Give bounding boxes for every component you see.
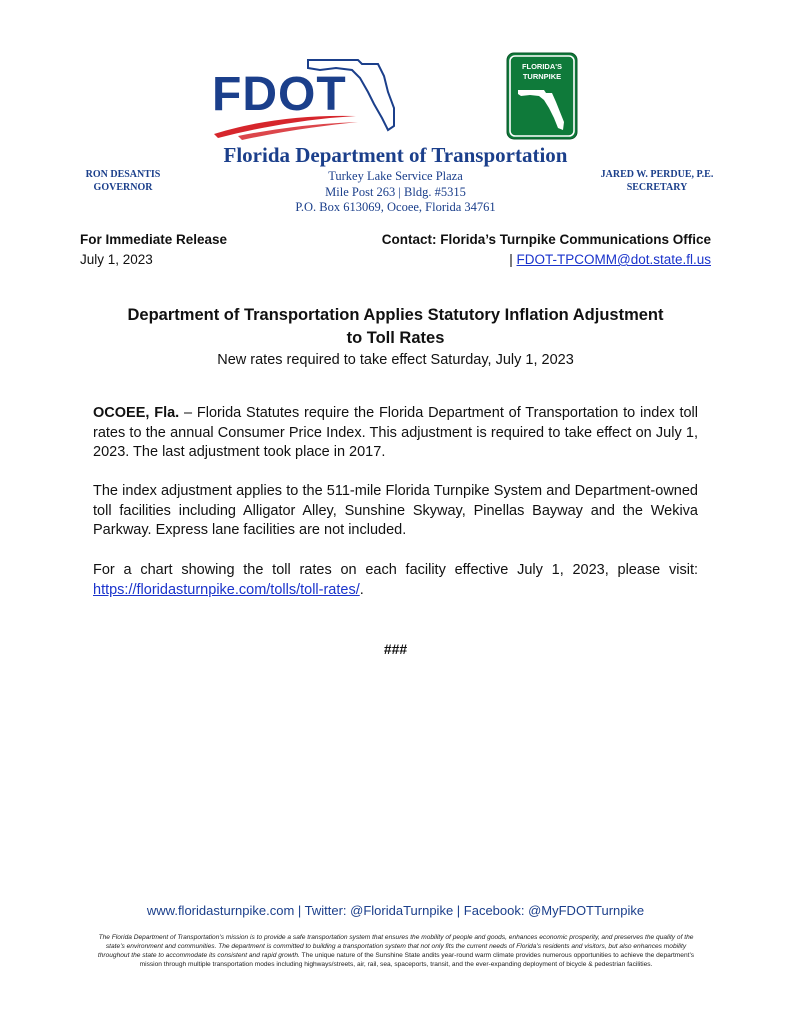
address-line-3: P.O. Box 613069, Ocoee, Florida 34761 [295,200,496,214]
contact-line [382,250,711,270]
fdot-logo [208,52,398,142]
footer-social-links: www.floridasturnpike.com | Twitter: @FloridaTurnpike | Facebook: @MyFDOTTurnpike [146,903,645,918]
release-date: July 1, 2023 [80,252,153,267]
contact-separator: | [509,252,517,267]
agency-name: Florida Department of Transportation [223,143,568,167]
contact-email-link[interactable]: FDOT-TPCOMM@dot.state.fl.us [516,252,711,267]
address-line-1: Turkey Lake Service Plaza [328,169,463,183]
mission-italic: The Florida Department of Transportation’s mission is to provide a safe transportation system that ensures the mobility of people and goods, enhances economic prosperity, and preserves the quality of the state’s environment and communities. The department is committed to building a transportation system that not only fits the current needs of Florida’s residents and visitors, but also enhances mobility throughout the state to accommodate its consistent and rapid growth. [97,934,694,959]
contact-info [382,230,711,270]
contact-label: Contact: Florida’s Turnpike Communications Office [381,232,711,247]
body-paragraph-3 [93,561,698,600]
dateline: OCOEE, Fla. [93,405,180,421]
secretary-block [582,169,732,194]
release-label: For Immediate Release [80,232,228,247]
mission-plain: The unique nature of the Sunshine State andits year-round warm climate provides numerous opportunities to achieve the department’s mission through multiple transportation modes including highways/streets, air, rail, sea, spaceports, transit, and the ever-expanding deployment of bicycle & pedestrian facilities. [139,952,695,968]
paragraph-1-text: – Florida Statutes require the Florida Department of Transportation to index toll rates to the annual Consumer Price Index. This adjustment is required to take effect on July 1, 2023. The last adjustment took place in 2017. [93,405,698,460]
toll-rates-link[interactable]: https://floridasturnpike.com/tolls/toll-rates/ [93,581,360,598]
governor-name: RON DESANTIS [85,169,161,180]
headline-line-2: to Toll Rates [346,329,445,347]
body-paragraph-1 [93,404,698,463]
headline [80,304,711,350]
address-line-2: Mile Post 263 | Bldg. #5315 [325,184,466,199]
secretary-name: JARED W. PERDUE, P.E. [600,169,714,180]
end-mark: ### [383,641,408,657]
fdot-logo-text: FDOT [212,68,347,121]
governor-title: GOVERNOR [93,181,153,193]
body-paragraph-2: The index adjustment applies to the 511-mile Florida Turnpike System and Department-owned toll facilities including Alligator Alley, Sunshine Skyway, Pinellas Bayway and the Wekiva Parkway. Express lane facilities are not included. [93,483,698,538]
subheadline: New rates required to take effect Saturday, July 1, 2023 [217,352,574,368]
headline-line-1: Department of Transportation Applies Statutory Inflation Adjustment [127,306,664,324]
svg-text:TURNPIKE: TURNPIKE [522,72,562,81]
paragraph-3-end: . [359,581,364,598]
secretary-title: SECRETARY [626,181,688,193]
paragraph-3-text: For a chart showing the toll rates on each facility effective July 1, 2023, please visit: [93,562,698,578]
release-info [80,230,227,270]
turnpike-logo [506,52,578,140]
svg-text:FLORIDA'S: FLORIDA'S [521,62,563,71]
mission-statement [96,933,696,969]
